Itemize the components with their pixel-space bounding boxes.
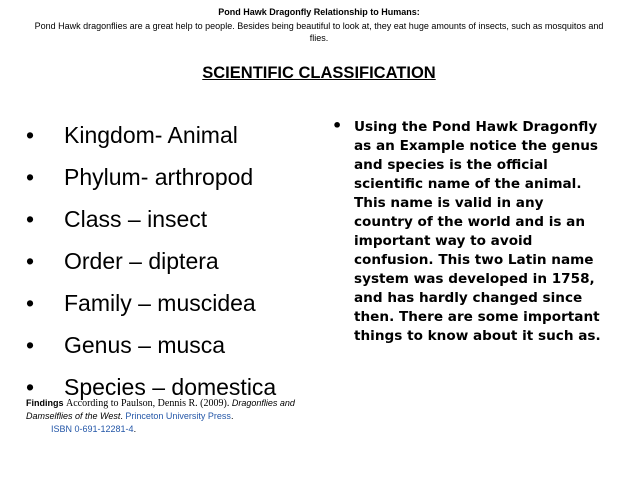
bullet-icon: • — [26, 248, 35, 274]
findings-according: According to — [66, 398, 121, 409]
findings-authors: Paulson, Dennis R. (2009). — [121, 398, 232, 409]
bullet-icon: • — [26, 206, 35, 232]
list-item-text: Phylum- arthropod — [64, 164, 254, 190]
findings-after-publisher: . — [230, 411, 234, 421]
list-item-text: Species – domestica — [64, 374, 277, 400]
list-item-kingdom — [26, 114, 276, 156]
list-item-phylum — [26, 156, 276, 198]
naming-note-text: Using the Pond Hawk Dragonfly as an Example notice the genus and species is the official scientific name of the animal. This name is valid in any country of the world and is an important way to avoid confusion. This two Latin name system was developed in 1758, and has hardly changed since then. There are some important things to know about it such as. — [354, 119, 601, 344]
bullet-icon: • — [332, 116, 343, 135]
list-item-text: Order – diptera — [64, 248, 219, 274]
list-item-text: Class – insect — [64, 206, 208, 232]
list-item-order — [26, 240, 276, 282]
findings-book-title: Dragonflies and Damselflies of the West — [26, 398, 295, 421]
bullet-icon: • — [26, 122, 35, 148]
bullet-icon: • — [26, 332, 35, 358]
list-item-text: Family – muscidea — [64, 290, 256, 316]
classification-list — [26, 114, 276, 408]
bullet-icon: • — [26, 374, 35, 400]
bullet-icon: • — [26, 164, 35, 190]
findings-end: . — [133, 424, 137, 434]
isbn-link[interactable]: ISBN 0-691-12281-4 — [51, 424, 134, 434]
list-item-text: Genus – musca — [64, 332, 226, 358]
findings-citation — [26, 397, 326, 436]
section-heading: SCIENTIFIC CLASSIFICATION — [202, 64, 436, 82]
naming-note — [332, 118, 607, 346]
findings-after-title: . — [120, 411, 126, 421]
header-description: Pond Hawk dragonflies are a great help to people. Besides being beautiful to look at, they eat huge amounts of insects, such as mosquitos and flies. — [34, 21, 604, 43]
list-item-class — [26, 198, 276, 240]
list-item-genus — [26, 324, 276, 366]
header-title: Pond Hawk Dragonfly Relationship to Humans: — [218, 7, 420, 17]
bullet-icon: • — [26, 290, 35, 316]
list-item-text: Kingdom- Animal — [64, 122, 238, 148]
findings-label: Findings — [26, 398, 66, 408]
publisher-link[interactable]: Princeton University Press — [125, 411, 231, 421]
list-item-family — [26, 282, 276, 324]
